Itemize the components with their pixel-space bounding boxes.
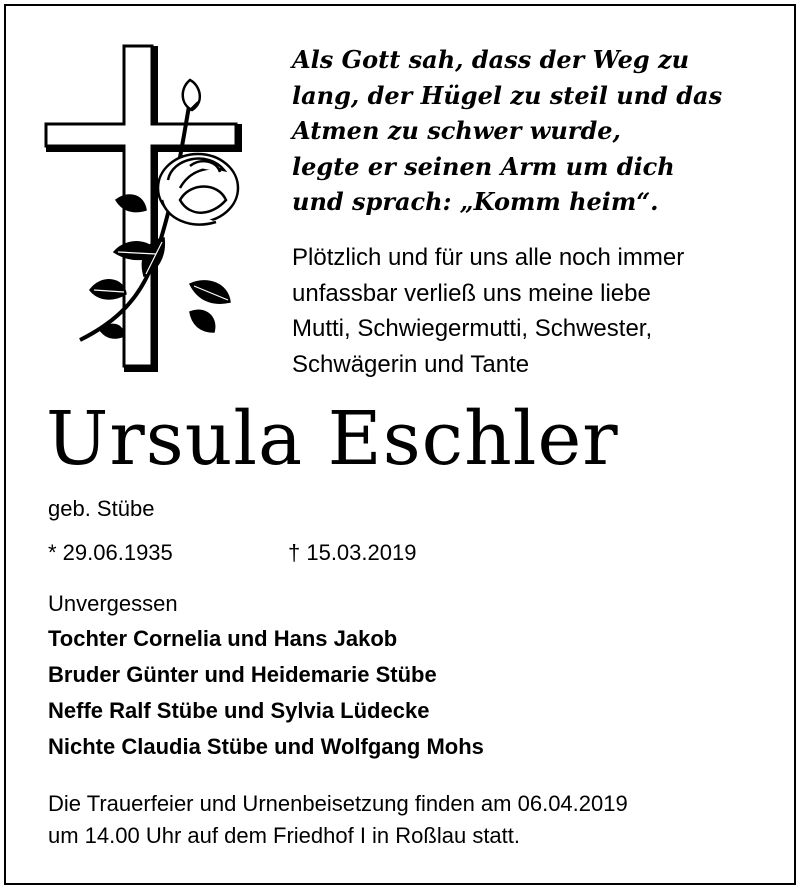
intro-line: Mutti, Schwiegermutti, Schwester,	[292, 315, 653, 342]
poem-line: und sprach: „Komm heim“.	[292, 187, 659, 216]
death-date: † 15.03.2019	[288, 540, 417, 565]
rose-icon	[158, 154, 238, 225]
mourner-family: Bruder Günter und Heidemarie Stübe	[48, 662, 437, 687]
service-line: Die Trauerfeier und Urnenbeisetzung finden am 06.04.2019	[48, 791, 628, 816]
intro-text	[292, 240, 782, 382]
service-info	[48, 788, 778, 852]
deceased-name: Ursula Eschler	[46, 396, 619, 482]
mourner-family: Neffe Ralf Stübe und Sylvia Lüdecke	[48, 698, 430, 723]
intro-line: unfassbar verließ uns meine liebe	[292, 279, 651, 307]
mourners-lead: Unvergessen	[48, 591, 178, 616]
mourner-family: Nichte Claudia Stübe und Wolfgang Mohs	[48, 734, 484, 759]
service-line: um 14.00 Uhr auf dem Friedhof I in Roßlau statt.	[48, 823, 521, 848]
poem	[292, 42, 782, 220]
poem-line: Als Gott sah, dass der Weg zu	[292, 45, 690, 74]
maiden-name: geb. Stübe	[48, 496, 155, 521]
poem-line: Atmen zu schwer wurde,	[292, 116, 621, 145]
cross-with-rose-icon	[40, 40, 250, 380]
poem-line: lang, der Hügel zu steil und das	[292, 80, 723, 110]
mourners	[48, 589, 768, 765]
poem-line: legte er seinen Arm um dich	[292, 151, 675, 181]
birth-date: * 29.06.1935	[48, 540, 173, 565]
intro-line: Schwägerin und Tante	[292, 350, 530, 378]
mourner-family: Tochter Cornelia und Hans Jakob	[48, 626, 398, 651]
rosebud-icon	[183, 80, 200, 110]
intro-line: Plötzlich und für uns alle noch immer	[292, 244, 685, 271]
